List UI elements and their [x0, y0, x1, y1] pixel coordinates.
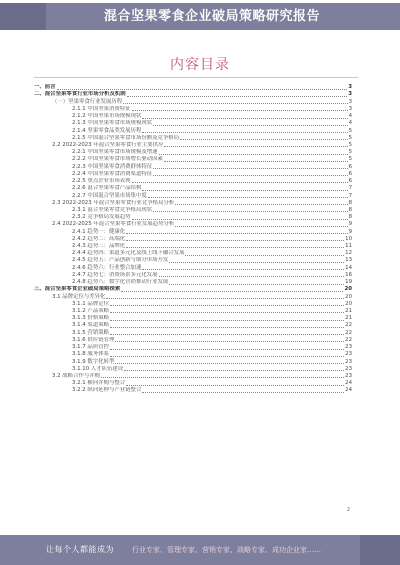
toc-leader-dots	[159, 276, 345, 277]
toc-entry-label: 2.4.6 趋势六：行业整合加速	[72, 264, 142, 271]
toc-entry-page: 22	[345, 322, 352, 329]
toc-entry-label: 2.2.7 中国混合坚果市场集中度	[72, 192, 147, 199]
toc-entry-label: 3.1 品牌定位与差异化	[52, 293, 106, 300]
toc-entry-label: 3.1.1 品牌定位	[72, 300, 109, 307]
toc-leader-dots	[126, 233, 347, 234]
toc-entry[interactable]	[34, 113, 352, 120]
toc-entry-page: 6	[348, 178, 352, 185]
toc-entry-page: 23	[345, 344, 352, 351]
toc-entry-page: 22	[345, 336, 352, 343]
footer-roles: 行业专家、管理专家、营销专家、战略专家、成功企业家……	[132, 546, 321, 554]
toc-entry-page: 3	[348, 98, 352, 105]
toc-entry-label: 二、混合坚果零食行业市场分析及机制	[34, 91, 126, 98]
toc-entry-label: 3.2 战略合作与并购	[52, 372, 101, 379]
toc-entry-page: 5	[348, 134, 352, 141]
toc-entry-label: 2.4.5 趋势五：产品创新与细分市场开发	[72, 257, 169, 264]
toc-entry-label: 2.2.3 中国坚果零食消费群体特征	[72, 163, 153, 170]
toc-entry[interactable]	[34, 257, 352, 264]
toc-leader-dots	[159, 154, 348, 155]
toc-entry-label: 2.4.7 趋势七：消费场景多元化发展	[72, 271, 158, 278]
toc-entry-label: （一）坚果零食行业发展历程	[52, 98, 123, 105]
toc-entry-label: 2.2.4 中国坚果零食消费渠道特征	[72, 170, 153, 177]
toc-leader-dots	[148, 197, 348, 198]
toc-entry-page: 5	[348, 149, 352, 156]
toc-entry[interactable]	[34, 221, 352, 228]
toc-entry-page: 14	[345, 264, 352, 271]
report-title: 混合坚果零食企业破局策略研究报告	[104, 9, 321, 24]
toc-leader-dots	[169, 284, 344, 285]
toc-leader-dots	[142, 269, 344, 270]
toc-entry-label: 3.2.1 横向并购与整合	[72, 380, 126, 387]
toc-entry-label: 2.4.4 趋势四：渠道多元化及线上线下融合发展	[72, 250, 185, 257]
toc-leader-dots	[164, 161, 348, 162]
toc-entry-label: 2.1.5 中国混合坚果零食市场份额及竞争格局	[72, 134, 180, 141]
toc-leader-dots	[126, 240, 344, 241]
toc-leader-dots	[121, 291, 343, 292]
toc-leader-dots	[57, 89, 348, 90]
toc-leader-dots	[175, 226, 347, 227]
toc-leader-dots	[110, 320, 344, 321]
toc-leader-dots	[180, 139, 347, 140]
toc-entry-page: 24	[345, 387, 352, 394]
toc-entry[interactable]	[34, 192, 352, 199]
toc-entry-label: 2.4 2022-2025 年混合坚果零食行业发展趋势分析	[52, 221, 175, 228]
toc-entry-page: 4	[348, 113, 352, 120]
toc-entry[interactable]	[34, 358, 352, 365]
footer-accent	[360, 535, 400, 565]
toc-entry-label: 2.2.5 重点企业市场表现	[72, 178, 131, 185]
toc-leader-dots	[110, 334, 344, 335]
toc-entry-label: 3.1.10 人才队伍建设	[72, 365, 124, 372]
toc-entry[interactable]	[34, 135, 352, 142]
toc-entry-label: 三、混合坚果零食企业破局策略探索	[34, 286, 121, 293]
toc-entry[interactable]	[34, 185, 352, 192]
toc-entry-page: 3	[348, 84, 352, 91]
toc-entry-page: 5	[348, 141, 352, 148]
toc-leader-dots	[153, 125, 347, 126]
toc-entry-page: 3	[348, 105, 352, 112]
toc-entry[interactable]	[34, 149, 352, 156]
toc-leader-dots	[106, 298, 344, 299]
toc-entry-label: 2.2.6 混合坚果零食产品结构	[72, 185, 142, 192]
toc-entry[interactable]	[34, 293, 352, 300]
toc-entry[interactable]	[34, 214, 352, 221]
toc-leader-dots	[185, 255, 344, 256]
page-number: 2	[346, 507, 350, 513]
toc-leader-dots	[123, 103, 347, 104]
toc-entry-page: 23	[345, 351, 352, 358]
toc-entry[interactable]	[34, 315, 352, 322]
toc-entry[interactable]	[34, 279, 352, 286]
toc-leader-dots	[142, 392, 344, 393]
toc-entry-page: 9	[348, 221, 352, 228]
toc-entry-label: 2.3.1 混合坚果零食竞争格局现状	[72, 206, 153, 213]
toc-entry-page: 10	[345, 235, 352, 242]
toc-entry[interactable]	[34, 264, 352, 271]
toc-leader-dots	[115, 363, 344, 364]
toc-leader-dots	[132, 182, 348, 183]
header	[0, 0, 400, 34]
toc-entry[interactable]	[34, 308, 352, 315]
toc-entry[interactable]	[34, 142, 352, 149]
toc-entry-label: 2.1.1 中国坚果消费特征	[72, 105, 131, 112]
toc-entry-page: 5	[348, 156, 352, 163]
toc-entry-page: 7	[348, 192, 352, 199]
toc-entry[interactable]	[34, 236, 352, 243]
toc-leader-dots	[153, 211, 347, 212]
toc-entry-page: 11	[345, 243, 352, 250]
toc-entry[interactable]	[34, 163, 352, 170]
toc-entry-label: 2.4.1 趋势一：健康化	[72, 228, 126, 235]
toc-entry-label: 2.3 2022-2023 年混合坚果零食行业竞争格局分析	[52, 199, 175, 206]
toc-leader-dots	[142, 190, 347, 191]
toc-leader-dots	[169, 262, 344, 263]
toc-leader-dots	[132, 219, 348, 220]
toc-entry-page: 9	[348, 228, 352, 235]
toc-entry[interactable]	[34, 178, 352, 185]
toc-list	[34, 84, 352, 394]
toc-entry[interactable]	[34, 207, 352, 214]
toc-entry[interactable]	[34, 366, 352, 373]
toc-entry-label: 3.1.5 营销策略	[72, 329, 109, 336]
toc-entry-label: 3.1.6 供应链管理	[72, 336, 115, 343]
toc-leader-dots	[164, 146, 347, 147]
toc-entry-page: 21	[345, 308, 352, 314]
toc-entry-page: 6	[348, 163, 352, 170]
toc-entry-page: 8	[348, 199, 352, 206]
toc-entry[interactable]	[34, 387, 352, 394]
toc-entry[interactable]	[34, 322, 352, 329]
toc-leader-dots	[142, 132, 347, 133]
toc-entry-label: 2.1.2 中国坚果市场规模现状	[72, 113, 142, 120]
toc-leader-dots	[153, 175, 347, 176]
toc-entry[interactable]	[34, 337, 352, 344]
toc-entry[interactable]	[34, 286, 352, 293]
toc-entry[interactable]	[34, 106, 352, 113]
toc-entry-page: 19	[345, 279, 352, 286]
toc-leader-dots	[127, 96, 348, 97]
toc-divider	[34, 77, 358, 78]
toc-entry[interactable]	[34, 98, 352, 105]
toc-entry-label: 2.4.8 趋势八：数字化营销推动行业发展	[72, 279, 169, 286]
toc-entry[interactable]	[34, 120, 352, 127]
toc-entry[interactable]	[34, 200, 352, 207]
toc-entry-page: 23	[345, 365, 352, 372]
toc-entry[interactable]	[34, 301, 352, 308]
toc-entry-page: 20	[345, 293, 352, 300]
toc-entry-page: 6	[348, 170, 352, 177]
toc-entry[interactable]	[34, 91, 352, 98]
toc-leader-dots	[153, 168, 347, 169]
toc-entry-page: 20	[345, 300, 352, 307]
toc-entry[interactable]	[34, 373, 352, 380]
toc-entry[interactable]	[34, 380, 352, 387]
toc-entry-label: 一、前言	[34, 84, 56, 91]
toc-entry-label: 2.4.3 趋势三：品牌化	[72, 243, 126, 250]
toc-entry-page: 23	[345, 358, 352, 365]
toc-leader-dots	[132, 110, 348, 111]
footer-slogan: 让每个人都能成为	[46, 545, 114, 554]
toc-leader-dots	[126, 247, 344, 248]
toc-entry-page: 12	[345, 250, 352, 257]
toc-entry[interactable]	[34, 344, 352, 351]
toc-entry[interactable]	[34, 250, 352, 257]
toc-entry[interactable]	[34, 272, 352, 279]
toc-entry-page: 13	[345, 257, 352, 264]
toc-leader-dots	[124, 370, 344, 371]
toc-leader-dots	[110, 312, 344, 313]
toc-entry-label: 2.2.2 中国坚果零食市场增长驱动因素	[72, 156, 163, 163]
toc-entry-page: 22	[345, 329, 352, 336]
toc-entry-label: 3.1.3 价格策略	[72, 315, 109, 322]
toc-entry-label: 3.2.2 纵向延伸与产业链整合	[72, 387, 142, 394]
toc-entry-label: 3.1.4 渠道策略	[72, 322, 109, 329]
toc-entry-page: 8	[348, 206, 352, 213]
toc-entry-label: 2.2 2022-2023 年混合坚果零食行业主要供应	[52, 141, 164, 148]
toc-entry-page: 23	[345, 372, 352, 379]
toc-entry-label: 2.3.2 竞争格局发展趋势	[72, 214, 131, 221]
toc-title: 内容目录	[170, 57, 230, 73]
toc-entry[interactable]	[34, 127, 352, 134]
toc-entry-page: 24	[345, 380, 352, 387]
toc-entry-page: 20	[344, 286, 352, 293]
toc-leader-dots	[110, 305, 344, 306]
toc-leader-dots	[110, 356, 344, 357]
header-accent	[0, 3, 46, 30]
toc-entry[interactable]	[34, 243, 352, 250]
toc-entry[interactable]	[34, 329, 352, 336]
toc-entry-page: 16	[345, 271, 352, 278]
toc-entry-page: 3	[348, 91, 352, 98]
toc-entry-label: 3.1.8 服务体系	[72, 351, 109, 358]
toc-entry-page: 5	[348, 127, 352, 134]
toc-leader-dots	[115, 341, 344, 342]
toc-leader-dots	[101, 377, 344, 378]
toc-entry-page: 21	[345, 315, 352, 322]
toc-leader-dots	[142, 118, 347, 119]
toc-entry[interactable]	[34, 351, 352, 358]
toc-entry-label: 2.1.4 坚果零食品类发展历程	[72, 127, 142, 134]
toc-entry-page: 8	[348, 214, 352, 221]
toc-leader-dots	[110, 349, 344, 350]
toc-entry[interactable]	[34, 84, 352, 91]
toc-leader-dots	[110, 327, 344, 328]
toc-entry[interactable]	[34, 156, 352, 163]
toc-entry-label: 3.1.9 数字化转型	[72, 358, 115, 365]
toc-entry-label: 2.4.2 趋势二：高端化	[72, 235, 126, 242]
toc-entry-page: 7	[348, 185, 352, 192]
toc-entry-label: 3.1.2 产品策略	[72, 308, 109, 314]
toc-leader-dots	[126, 385, 344, 386]
toc-entry-label: 3.1.7 品质管控	[72, 344, 109, 351]
toc-entry-label: 2.2.1 中国坚果零食市场规模及增速	[72, 149, 158, 156]
toc-entry-page: 4	[348, 120, 352, 127]
toc-entry-label: 2.1.3 中国坚果零食市场规模现状	[72, 120, 153, 127]
toc-entry[interactable]	[34, 171, 352, 178]
toc-entry[interactable]	[34, 228, 352, 235]
toc-leader-dots	[175, 204, 347, 205]
